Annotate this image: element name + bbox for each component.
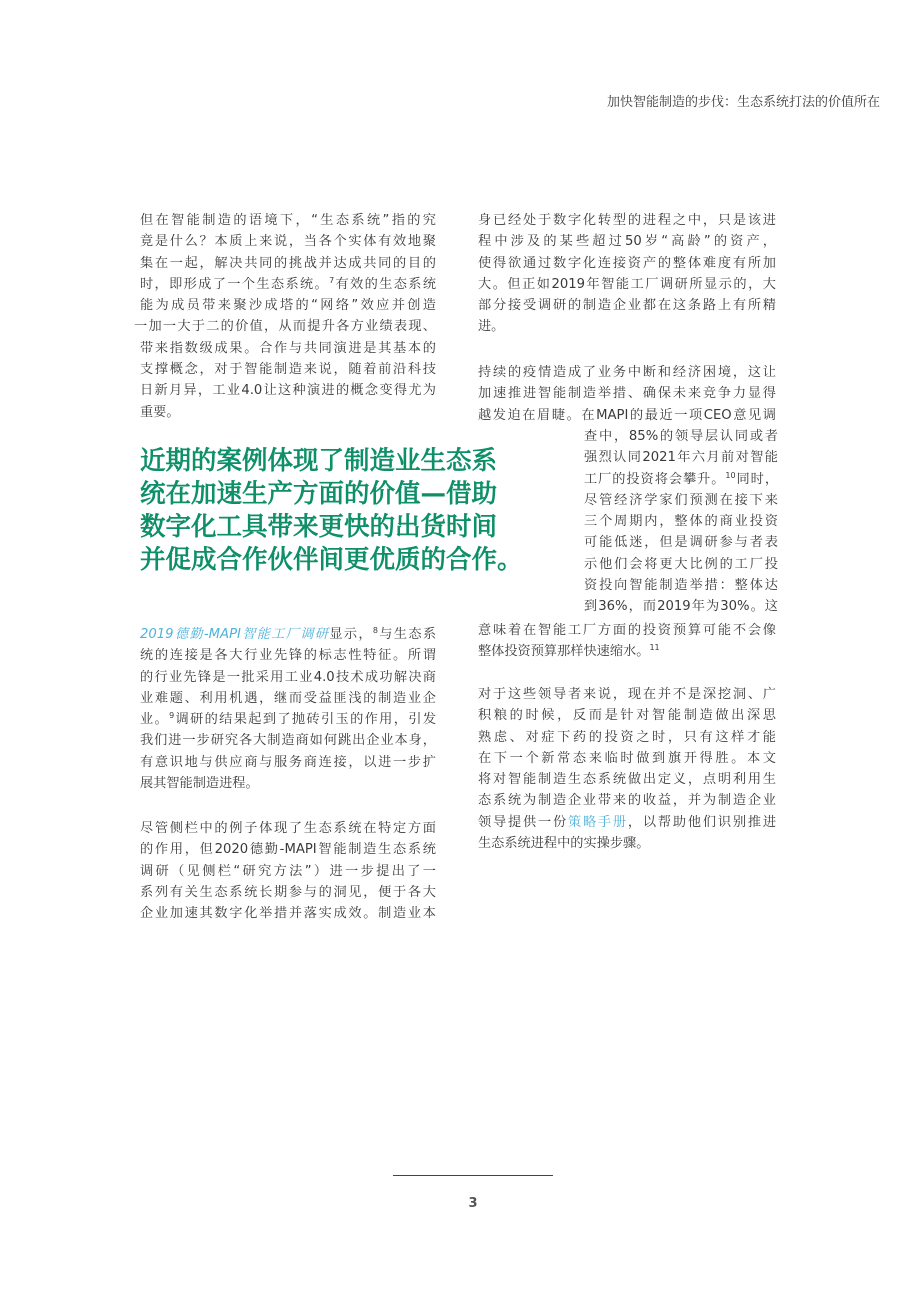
running-header: 加快智能制造的步伐：生态系统打法的价值所在 <box>606 95 880 110</box>
text-line <box>140 274 436 295</box>
text-line: 支撑概念，对于智能制造来说，随着前沿科技 <box>140 362 436 378</box>
right-paragraph-3 <box>478 684 776 854</box>
text-line: 持续的疫情造成了业务中断和经济困境，这让 <box>478 365 776 380</box>
text-line: 意味着在智能工厂方面的投资预算可能不会像 <box>478 623 776 638</box>
text-line: 积粮的时候，反而是针对智能制造做出深思 <box>478 708 776 724</box>
right-paragraph-2-tail <box>478 620 776 663</box>
pull-quote-line: 数字化工具带来更快的出货时间 <box>140 512 498 542</box>
text-line: 熟虑、对症下药的投资之时，只有这样才能 <box>478 729 776 745</box>
text-line <box>478 641 776 662</box>
text-line: 使得欲通过数字化连接资产的整体难度有所加 <box>478 255 776 271</box>
text-fragment: 显示， <box>329 627 373 642</box>
text-line: 大。但正如2019年智能工厂调研所显示的，大 <box>478 276 776 292</box>
text-line: 一加一大于二的价值，从而提升各方业绩表现、 <box>134 319 436 335</box>
left-paragraph-2 <box>140 624 436 794</box>
text-fragment: 同时， <box>735 471 779 487</box>
text-line: 加速推进智能制造举措、确保未来竞争力显得 <box>478 386 776 402</box>
text-fragment: 工厂的投资将会攀升。 <box>584 471 726 487</box>
footnote-ref[interactable]: 10 <box>725 470 736 480</box>
text-line: 能为成员带来聚沙成塔的“网络”效应并创造 <box>140 298 436 314</box>
page-number: 3 <box>468 1196 478 1211</box>
text-fragment: 时，即形成了一个生态系统。 <box>140 276 330 292</box>
text-line: 态系统为制造企业带来的收益，并为制造企业 <box>478 793 776 809</box>
footer-divider <box>393 1175 553 1176</box>
text-fragment: 领导提供一份 <box>478 814 568 830</box>
text-line <box>140 709 436 730</box>
text-fragment: 与生态系 <box>377 627 437 642</box>
text-line: 但在智能制造的语境下，“生态系统”指的究 <box>140 213 436 228</box>
text-line: 程中涉及的某些超过50岁“高龄”的资产， <box>478 234 776 250</box>
text-line: 重要。 <box>140 404 180 420</box>
footnote-ref[interactable]: 9 <box>169 711 175 721</box>
text-line: 尽管经济学家们预测在接下来 <box>584 492 778 508</box>
text-fragment: 整体投资预算那样快速缩水。 <box>478 644 650 660</box>
text-line: 尽管侧栏中的例子体现了生态系统在特定方面 <box>140 821 436 836</box>
text-line: 的行业先锋是一批采用工业4.0技术成功解决商 <box>140 669 436 685</box>
pull-quote-line: 并促成合作伙伴间更优质的合作。 <box>140 545 523 575</box>
text-line: 我们进一步研究各大制造商如何跳出企业本身， <box>140 733 436 749</box>
text-line: 系列有关生态系统长期参与的洞见，便于各大 <box>140 884 436 900</box>
text-line: 集在一起，解决共同的挑战并达成共同的目的 <box>140 255 436 271</box>
text-line: 身已经处于数字化转型的进程之中，只是该进 <box>478 213 776 228</box>
text-line: 调研（见侧栏“研究方法”）进一步提出了一 <box>140 863 436 879</box>
text-line <box>478 812 776 833</box>
text-line: 统的连接是各大行业先锋的标志性特征。所谓 <box>140 648 436 664</box>
text-line <box>584 469 778 490</box>
text-line: 强烈认同2021年六月前对智能 <box>584 450 778 466</box>
text-line: 展其智能制造进程。 <box>140 776 259 792</box>
text-line: 竟是什么？本质上来说，当各个实体有效地聚 <box>140 234 436 250</box>
text-line: 越发迫在眉睫。在MAPI的最近一项CEO意见调 <box>478 407 776 423</box>
left-paragraph-1 <box>134 210 437 423</box>
footnote-ref[interactable]: 8 <box>372 626 378 635</box>
text-line: 到36%，而2019年为30%。这 <box>584 599 778 615</box>
text-line: 部分接受调研的制造企业都在这条路上有所精 <box>478 298 776 314</box>
text-line: 资投向智能制造举措：整体达 <box>584 578 778 594</box>
text-line: 示他们会将更大比例的工厂投 <box>584 556 778 572</box>
text-line: 查中，85%的领导层认同或者 <box>584 429 778 444</box>
pull-quote-line: 统在加速生产方面的价值—借助 <box>140 479 498 509</box>
playbook-link[interactable]: 策略手册 <box>567 814 628 830</box>
text-line: 将对智能制造生态系统做出定义，点明利用生 <box>478 772 776 788</box>
text-line: 生态系统进程中的实操步骤。 <box>478 836 650 852</box>
text-fragment: 有效的生态系统 <box>334 276 437 292</box>
right-paragraph-1 <box>478 210 776 338</box>
pull-quote-line: 近期的案例体现了制造业生态系 <box>140 446 498 476</box>
pull-quote <box>140 445 580 577</box>
text-line: 三个周期内，整体的商业投资 <box>584 514 778 530</box>
text-fragment: 调研的结果起到了抛砖引玉的作用，引发 <box>174 712 437 728</box>
footnote-ref[interactable]: 11 <box>649 643 660 653</box>
right-paragraph-2-wrap <box>584 426 778 618</box>
footnote-ref[interactable]: 7 <box>329 275 335 285</box>
text-line: 可能低迷，但是调研参与者表 <box>584 535 778 551</box>
right-paragraph-2 <box>478 362 776 426</box>
text-line: 的作用，但2020德勤-MAPI智能制造生态系统 <box>140 842 436 858</box>
text-line: 日新月异，工业4.0让这种演进的概念变得尤为 <box>140 383 436 399</box>
left-paragraph-3 <box>140 818 436 924</box>
text-fragment: 业。 <box>140 712 170 728</box>
text-line: 业难题、利用机遇，继而受益匪浅的制造业企 <box>140 690 436 706</box>
text-line: 带来指数级成果。合作与共同演进是其基本的 <box>140 340 436 356</box>
text-line: 在下一个新常态来临时做到旗开得胜。本文 <box>478 750 776 766</box>
text-line: 企业加速其数字化举措并落实成效。制造业本 <box>140 906 436 922</box>
text-line <box>140 624 436 645</box>
text-line: 进。 <box>478 319 505 335</box>
text-line: 有意识地与供应商与服务商连接，以进一步扩 <box>140 754 436 770</box>
survey-link[interactable]: 2019德勤-MAPI智能工厂调研 <box>140 627 330 642</box>
text-line: 对于这些领导者来说，现在并不是深挖洞、广 <box>478 687 776 702</box>
text-fragment: ，以帮助他们识别推进 <box>627 814 777 830</box>
